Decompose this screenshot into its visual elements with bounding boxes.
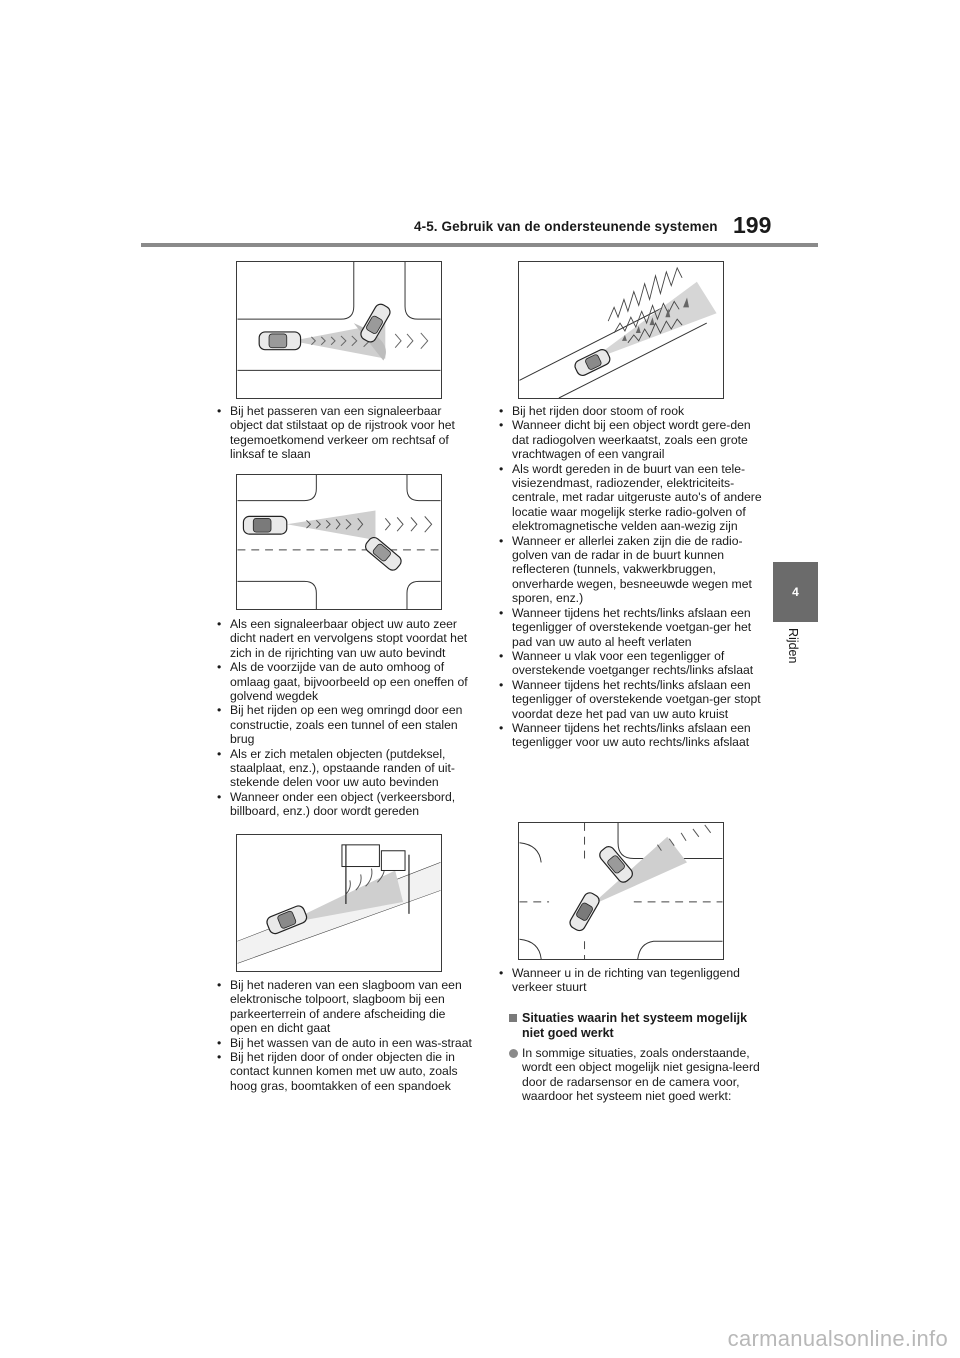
header-divider [141,243,818,247]
chapter-number: 4 [792,585,799,599]
gray-circle-marker-icon [509,1049,518,1058]
list-item: • Bij het passeren van een signaleerbaar object dat stilstaat op de rijstrook voor het tegemoetkomend verkeer om rechtsaf of linksaf te slaan [212,404,474,462]
section-title: 4-5. Gebruik van de ondersteunende systemen [414,219,718,234]
illustration-overhead-sign [237,835,441,971]
illustration-steam-smoke [519,262,723,398]
list-item: • Wanneer tijdens het rechts/links afslaan een tegenligger of overstekende voetgan-ger het pad van uw auto al heeft verlaten [494,606,762,649]
list-item: • Wanneer onder een object (verkeersbord, billboard, enz.) door wordt gereden [212,790,474,819]
list-item: • Wanneer u in de richting van tegenliggend verkeer stuurt [494,966,762,995]
bullet-list-left-3 [212,978,474,1093]
figure-intersection-turn [518,822,724,960]
chapter-label: Rijden [786,628,800,664]
figure-oncoming-turn [236,261,442,399]
list-item: • Als een signaleerbaar object uw auto zeer dicht nadert en vervolgens stopt voordat het zich in de rijrichting van uw auto bevindt [212,617,474,660]
gray-square-marker-icon [509,1014,517,1022]
section-heading [509,1011,772,1040]
illustration-oncoming-turn [237,262,441,398]
info-paragraph-text: In sommige situaties, zoals onderstaande, wordt een object mogelijk niet gesigna-leerd door de radarsensor en de camera voor, waardoor het systeem niet goed werkt: [522,1046,760,1104]
bullet-list-right-2 [494,966,762,995]
list-item: • Wanneer dicht bij een object wordt gere-den dat radiogolven weerkaatst, zoals een grote vrachtwagen of een vangrail [494,418,762,461]
section-heading-text: Situaties waarin het systeem mogelijk niet goed werkt [522,1011,748,1040]
list-item: • Als wordt gereden in de buurt van een tele-visiezendmast, radiozender, elektriciteits-centrale, met radar uitgeruste auto's of andere locatie waar mogelijk sterke radio-golven of elektromagnetische velden aan-wezig zijn [494,462,762,534]
watermark: carmanualsonline.info [727,1326,948,1351]
figure-steam-smoke [518,261,724,399]
list-item: • Als er zich metalen objecten (putdeksel, staalplaat, enz.), opstaande randen of uit-stekende delen voor uw auto bevinden [212,747,474,790]
list-item: • Bij het wassen van de auto in een was-straat [212,1036,474,1050]
bullet-list-right-1 [494,404,762,750]
list-item: • Bij het rijden door of onder objecten die in contact kunnen komen met uw auto, zoals hoog gras, boomtakken of een spandoek [212,1050,474,1093]
list-item: • Wanneer tijdens het rechts/links afslaan een tegenligger of overstekende voetgan-ger stopt voordat deze het pad van uw auto kruist [494,678,762,721]
figure-approaching-object [236,474,442,610]
list-item: • Wanneer u vlak voor een tegenligger of overstekende voetganger rechts/links afslaat [494,649,762,678]
list-item: • Als de voorzijde van de auto omhoog of omlaag gaat, bijvoorbeeld op een oneffen of golvend wegdek [212,660,474,703]
illustration-approaching-object [237,475,441,609]
chapter-tab[interactable] [773,562,818,622]
figure-overhead-sign [236,834,442,972]
info-paragraph [509,1046,772,1104]
list-item: • Wanneer tijdens het rechts/links afslaan een tegenligger voor uw auto rechts/links afslaat [494,721,762,750]
list-item: • Wanneer er allerlei zaken zijn die de radio-golven van de radar in de buurt kunnen reflecteren (tunnels, vakwerkbruggen, onverharde wegen, besneeuwde wegen met sporen, enz.) [494,534,762,606]
page-number: 199 [733,212,772,238]
bullet-list-left-2 [212,617,474,819]
illustration-intersection-turn [519,823,723,959]
bullet-list-left-1 [212,404,474,462]
list-item: • Bij het rijden door stoom of rook [494,404,762,418]
list-item: • Bij het rijden op een weg omringd door een constructie, zoals een tunnel of een stalen brug [212,703,474,746]
list-item: • Bij het naderen van een slagboom van een elektronische tolpoort, slagboom bij een parkeerterrein of andere afscheiding die open en dicht gaat [212,978,474,1036]
